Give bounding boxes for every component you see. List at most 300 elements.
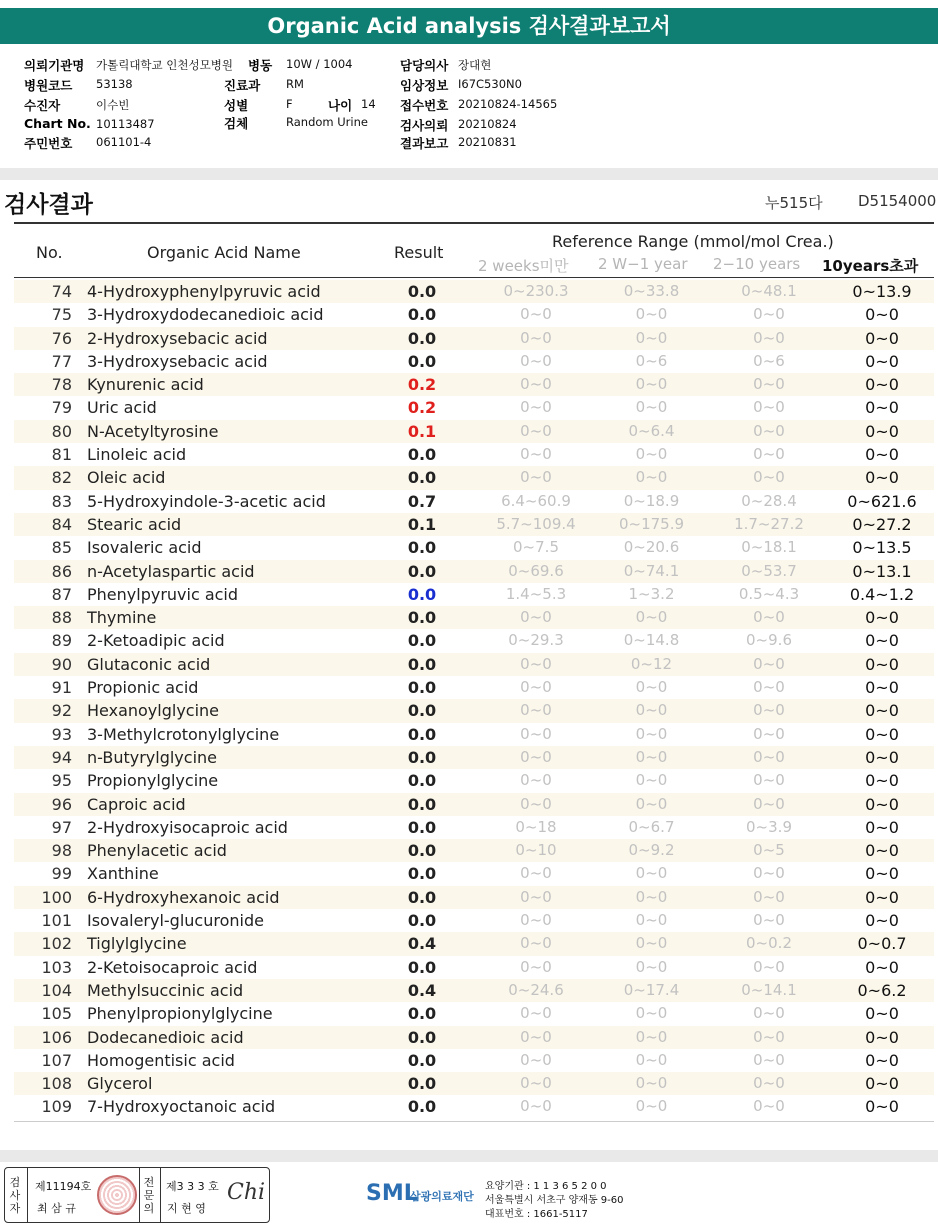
result-value: 0.0 — [407, 771, 437, 791]
range-10years: 0~0 — [753, 398, 785, 417]
result-value: 0.0 — [407, 654, 437, 674]
range-10years: 0~48.1 — [741, 282, 797, 300]
result-value: 0.0 — [407, 468, 437, 488]
table-row — [14, 909, 934, 932]
result-value: 0.0 — [407, 328, 437, 348]
row-number: 108 — [41, 1074, 72, 1094]
doctor-value: 장대현 — [458, 58, 492, 72]
range-2weeks: 0~0 — [520, 1050, 552, 1069]
clinical-value: I67C530N0 — [458, 77, 522, 91]
range-10years: 0~0 — [753, 1027, 785, 1046]
range-10years: 0~0 — [753, 957, 785, 976]
result-value: 0.0 — [407, 887, 437, 907]
accession-label: 접수번호 — [400, 98, 449, 113]
row-number: 87 — [51, 584, 72, 604]
acid-name: Hexanoylglycine — [87, 701, 220, 721]
acid-name: Propionic acid — [87, 678, 199, 698]
range-10years: 0~6 — [753, 351, 785, 370]
range-10years: 0~0 — [753, 1097, 785, 1116]
reviewer-name: 지 현 영 — [167, 1202, 206, 1215]
row-number: 99 — [51, 864, 72, 884]
result-value: 0.0 — [407, 1050, 437, 1070]
row-number: 76 — [51, 328, 72, 348]
range-10years: 0~0 — [753, 771, 785, 790]
acid-name: Glycerol — [87, 1074, 153, 1094]
range-2weeks: 0~0 — [520, 957, 552, 976]
acid-name: Kynurenic acid — [87, 375, 204, 395]
row-number: 106 — [41, 1027, 72, 1047]
specimen-label: 검체 — [224, 116, 249, 131]
header-rule-bottom — [14, 277, 934, 278]
row-number: 90 — [51, 654, 72, 674]
range-over10: 0~0 — [865, 1097, 899, 1117]
range-over10: 0~0 — [865, 701, 899, 721]
result-value: 0.0 — [407, 1027, 437, 1047]
acid-name: Linoleic acid — [87, 445, 187, 465]
range-1year: 0~0 — [635, 887, 668, 906]
range-10years: 0~0 — [753, 1050, 785, 1069]
row-number: 79 — [51, 398, 72, 418]
table-row — [14, 1002, 934, 1025]
table-row — [14, 303, 934, 326]
range-over10: 0~0 — [865, 887, 899, 907]
row-number: 109 — [41, 1097, 72, 1117]
range-2weeks: 0~0 — [520, 1004, 552, 1023]
report-title: Organic Acid analysis 검사결과보고서 — [0, 8, 938, 44]
result-value: 0.0 — [407, 1097, 437, 1117]
row-number: 91 — [51, 678, 72, 698]
request-value: 20210824 — [458, 117, 517, 131]
acid-name: 2-Hydroxysebacic acid — [87, 328, 268, 348]
acid-name: Phenylacetic acid — [87, 841, 227, 861]
range-1year: 0~0 — [635, 608, 668, 627]
reviewer-label: 전문의 — [143, 1176, 155, 1215]
table-row — [14, 606, 934, 629]
age-label: 나이 — [328, 98, 353, 113]
header-rule-top — [14, 222, 934, 224]
range-over10: 0~13.5 — [852, 538, 912, 558]
range-1year: 0~175.9 — [618, 514, 685, 533]
result-value: 0.2 — [407, 398, 437, 418]
table-row — [14, 699, 934, 722]
range-over10: 0~0 — [865, 398, 899, 418]
range-10years: 0~0 — [753, 747, 785, 766]
result-value: 0.0 — [407, 608, 437, 628]
result-value: 0.0 — [407, 282, 437, 301]
range-1year: 0~0 — [635, 911, 668, 930]
table-row — [14, 793, 934, 816]
row-number: 105 — [41, 1004, 72, 1024]
table-row — [14, 1072, 934, 1095]
row-number: 80 — [51, 421, 72, 441]
sml-logo: SML — [366, 1181, 418, 1206]
range-10years: 0~0 — [753, 1074, 785, 1093]
range-10years: 0~0 — [753, 421, 785, 440]
row-number: 92 — [51, 701, 72, 721]
table-row — [14, 746, 934, 769]
range-sub-2weeks: 2 weeks미만 — [478, 257, 569, 275]
row-number: 83 — [51, 491, 72, 511]
range-2weeks: 0~0 — [520, 701, 552, 720]
table-row — [14, 1049, 934, 1072]
range-over10: 0~0 — [865, 864, 899, 884]
range-10years: 0.5~4.3 — [738, 584, 800, 603]
range-over10: 0~0 — [865, 375, 899, 395]
range-2weeks: 1.4~5.3 — [505, 584, 567, 603]
patient-label: 수진자 — [24, 98, 61, 113]
range-1year: 0~6.7 — [628, 817, 675, 836]
range-over10: 0~0 — [865, 305, 899, 325]
range-10years: 0~0 — [753, 794, 785, 813]
range-over10: 0~0 — [865, 631, 899, 651]
range-over10: 0~621.6 — [847, 491, 917, 511]
range-over10: 0~0 — [865, 771, 899, 791]
row-number: 107 — [41, 1050, 72, 1070]
result-value: 0.0 — [407, 631, 437, 651]
acid-name: N-Acetyltyrosine — [87, 421, 219, 441]
range-1year: 0~0 — [635, 305, 668, 324]
range-over10: 0~0 — [865, 747, 899, 767]
range-1year: 0~0 — [635, 445, 668, 464]
ward-value: 10W / 1004 — [286, 57, 353, 71]
hospital-value: 가톨릭대학교 인천성모병원 — [96, 58, 233, 72]
result-value: 0.0 — [407, 305, 437, 325]
range-1year: 0~0 — [635, 747, 668, 766]
range-10years: 0~0 — [753, 678, 785, 697]
row-number: 88 — [51, 608, 72, 628]
row-number: 93 — [51, 724, 72, 744]
range-2weeks: 0~0 — [520, 1027, 552, 1046]
acid-name: Phenylpropionylglycine — [87, 1004, 273, 1024]
range-over10: 0~0 — [865, 608, 899, 628]
range-10years: 0~53.7 — [741, 561, 797, 580]
range-1year: 0~0 — [635, 1097, 668, 1116]
result-value: 0.0 — [407, 864, 437, 884]
org-address: 서울특별시 서초구 양재동 9-60 — [485, 1195, 624, 1206]
result-value: 0.0 — [407, 841, 437, 861]
result-value: 0.0 — [407, 957, 437, 977]
range-1year: 0~0 — [635, 794, 668, 813]
acid-name: Stearic acid — [87, 514, 182, 534]
result-value: 0.2 — [407, 375, 437, 395]
acid-name: Dodecanedioic acid — [87, 1027, 244, 1047]
org-phone: 대표번호 : 1661-5117 — [485, 1209, 588, 1220]
range-1year: 0~20.6 — [623, 538, 680, 557]
row-number: 89 — [51, 631, 72, 651]
table-row — [14, 653, 934, 676]
acid-name: Isovaleryl-glucuronide — [87, 911, 264, 931]
table-row — [14, 396, 934, 419]
table-row — [14, 443, 934, 466]
table-row — [14, 723, 934, 746]
specimen-value: Random Urine — [286, 115, 368, 129]
result-value: 0.0 — [407, 678, 437, 698]
result-value: 0.0 — [407, 817, 437, 837]
range-1year: 0~0 — [635, 724, 668, 743]
chart-label: Chart No. — [24, 116, 91, 131]
acid-name: n-Butyrylglycine — [87, 747, 217, 767]
range-2weeks: 6.4~60.9 — [501, 491, 571, 510]
acid-name: 3-Hydroxysebacic acid — [87, 351, 268, 371]
range-10years: 0~0 — [753, 305, 785, 324]
age-value: 14 — [361, 97, 376, 111]
acid-name: Isovaleric acid — [87, 538, 202, 558]
range-over10: 0~0 — [865, 678, 899, 698]
range-10years: 0~0 — [753, 701, 785, 720]
table-row — [14, 350, 934, 373]
range-over10: 0~13.1 — [852, 561, 912, 581]
result-value: 0.0 — [407, 724, 437, 744]
range-2weeks: 0~0 — [520, 328, 552, 347]
col-result-header: Result — [394, 243, 444, 262]
range-1year: 0~74.1 — [623, 561, 680, 580]
row-number: 75 — [51, 305, 72, 325]
range-2weeks: 0~0 — [520, 771, 552, 790]
range-over10: 0~0 — [865, 724, 899, 744]
sex-value: F — [286, 97, 293, 111]
range-1year: 0~0 — [635, 1004, 668, 1023]
range-over10: 0~0 — [865, 1074, 899, 1094]
acid-name: 2-Hydroxyisocaproic acid — [87, 817, 288, 837]
range-over10: 0~0 — [865, 654, 899, 674]
table-row — [14, 560, 934, 583]
signature: Chi — [227, 1180, 266, 1205]
range-1year: 0~6 — [635, 351, 668, 370]
table-row — [14, 490, 934, 513]
range-1year: 1~3.2 — [628, 584, 675, 603]
range-2weeks: 0~0 — [520, 1074, 552, 1093]
range-10years: 0~28.4 — [741, 491, 797, 510]
range-over10: 0~0 — [865, 468, 899, 488]
range-over10: 0~0 — [865, 957, 899, 977]
acid-name: Phenylpyruvic acid — [87, 584, 239, 604]
acid-name: Xanthine — [87, 864, 159, 884]
acid-name: Propionylglycine — [87, 771, 219, 791]
range-2weeks: 0~0 — [520, 678, 552, 697]
range-1year: 0~33.8 — [623, 282, 680, 300]
row-number: 104 — [41, 980, 72, 1000]
range-over10: 0~0 — [865, 445, 899, 465]
range-10years: 0~0 — [753, 468, 785, 487]
row-number: 81 — [51, 445, 72, 465]
range-1year: 0~0 — [635, 864, 668, 883]
range-1year: 0~0 — [635, 771, 668, 790]
org-license: 요양기관 : 1 1 3 6 5 2 0 0 — [485, 1181, 607, 1192]
col-range-header: Reference Range (mmol/mol Crea.) — [552, 232, 834, 251]
range-2weeks: 0~18 — [515, 817, 557, 836]
result-value: 0.0 — [407, 747, 437, 767]
range-1year: 0~0 — [635, 398, 668, 417]
range-2weeks: 0~0 — [520, 934, 552, 953]
range-10years: 0~0.2 — [746, 934, 792, 953]
range-2weeks: 0~0 — [520, 911, 552, 930]
row-number: 82 — [51, 468, 72, 488]
table-row — [14, 932, 934, 955]
range-1year: 0~0 — [635, 375, 668, 394]
row-number: 96 — [51, 794, 72, 814]
range-2weeks: 0~0 — [520, 794, 552, 813]
table-row — [14, 513, 934, 536]
range-1year: 0~14.8 — [623, 631, 680, 650]
result-value: 0.0 — [407, 1074, 437, 1094]
row-number: 101 — [41, 911, 72, 931]
acid-name: 6-Hydroxyhexanoic acid — [87, 887, 280, 907]
patient-info-panel — [0, 50, 938, 169]
range-1year: 0~12 — [630, 654, 673, 673]
result-value: 0.0 — [407, 561, 437, 581]
range-2weeks: 0~7.5 — [513, 538, 559, 557]
divider — [27, 1168, 28, 1222]
range-over10: 0~0 — [865, 421, 899, 441]
row-number: 100 — [41, 887, 72, 907]
table-row — [14, 373, 934, 396]
range-over10: 0~13.9 — [852, 282, 912, 301]
range-over10: 0~0 — [865, 1050, 899, 1070]
table-row — [14, 420, 934, 443]
range-1year: 0~9.2 — [628, 841, 675, 860]
result-value: 0.0 — [407, 794, 437, 814]
range-over10: 0~0.7 — [857, 934, 907, 954]
acid-name: Methylsuccinic acid — [87, 980, 244, 1000]
result-value: 0.0 — [407, 701, 437, 721]
acid-name: Glutaconic acid — [87, 654, 211, 674]
range-1year: 0~0 — [635, 957, 668, 976]
table-row — [14, 886, 934, 909]
table-row — [14, 466, 934, 489]
row-number: 86 — [51, 561, 72, 581]
doctor-label: 담당의사 — [400, 58, 449, 73]
range-sub-10years: 2−10 years — [713, 255, 801, 273]
acid-name: 2-Ketoisocaproic acid — [87, 957, 258, 977]
range-1year: 0~0 — [635, 934, 668, 953]
table-row — [14, 327, 934, 350]
range-sub-1year: 2 W−1 year — [598, 255, 688, 273]
patient-value: 이수빈 — [96, 98, 130, 112]
request-label: 검사의뢰 — [400, 118, 449, 133]
accession-value: 20210824-14565 — [458, 97, 558, 111]
section-title: 검사결과 — [4, 192, 93, 218]
range-10years: 0~5 — [753, 841, 785, 860]
chart-value: 10113487 — [96, 117, 155, 131]
range-2weeks: 0~0 — [520, 468, 552, 487]
range-over10: 0~0 — [865, 817, 899, 837]
acid-name: Caproic acid — [87, 794, 186, 814]
table-row — [14, 816, 934, 839]
hospital-label: 의뢰기관명 — [24, 58, 85, 73]
range-10years: 0~9.6 — [746, 631, 792, 650]
range-over10: 0~0 — [865, 351, 899, 371]
range-2weeks: 0~0 — [520, 421, 552, 440]
code-value: 53138 — [96, 77, 133, 91]
acid-name: n-Acetylaspartic acid — [87, 561, 255, 581]
test-code: D5154000 — [858, 192, 937, 210]
acid-name: 7-Hydroxyoctanoic acid — [87, 1097, 276, 1117]
table-row — [14, 536, 934, 559]
row-number: 97 — [51, 817, 72, 837]
row-number: 78 — [51, 375, 72, 395]
code-label: 병원코드 — [24, 78, 73, 93]
result-value: 0.7 — [407, 491, 437, 511]
insurance-code: 누515다 — [765, 194, 823, 212]
row-number: 77 — [51, 351, 72, 371]
range-1year: 0~0 — [635, 678, 668, 697]
range-10years: 0~0 — [753, 911, 785, 930]
acid-name: Uric acid — [87, 398, 157, 418]
acid-name: 2-Ketoadipic acid — [87, 631, 225, 651]
table-row — [14, 676, 934, 699]
range-2weeks: 0~0 — [520, 445, 552, 464]
range-2weeks: 0~0 — [520, 398, 552, 417]
result-value: 0.0 — [407, 911, 437, 931]
result-value: 0.0 — [407, 1004, 437, 1024]
range-sub-over10: 10years초과 — [822, 257, 919, 275]
row-number: 85 — [51, 538, 72, 558]
id-value: 061101-4 — [96, 135, 152, 149]
row-number: 103 — [41, 957, 72, 977]
acid-name: Homogentisic acid — [87, 1050, 235, 1070]
row-number: 95 — [51, 771, 72, 791]
result-value: 0.0 — [407, 445, 437, 465]
table-row — [14, 956, 934, 979]
range-over10: 0~27.2 — [852, 514, 912, 534]
col-name-header: Organic Acid Name — [147, 243, 301, 262]
range-2weeks: 0~0 — [520, 305, 552, 324]
table-row — [14, 1026, 934, 1049]
range-1year: 0~0 — [635, 1074, 668, 1093]
range-10years: 0~0 — [753, 608, 785, 627]
table-row — [14, 629, 934, 652]
acid-name: 3-Hydroxydodecanedioic acid — [87, 305, 324, 325]
result-value: 0.4 — [407, 980, 437, 1000]
range-10years: 1.7~27.2 — [734, 514, 804, 533]
range-2weeks: 0~0 — [520, 608, 552, 627]
range-1year: 0~17.4 — [623, 980, 680, 999]
range-over10: 0~0 — [865, 911, 899, 931]
range-2weeks: 0~0 — [520, 724, 552, 743]
row-number: 74 — [51, 282, 72, 301]
range-1year: 0~0 — [635, 328, 668, 347]
range-10years: 0~0 — [753, 724, 785, 743]
range-10years: 0~0 — [753, 328, 785, 347]
row-number: 84 — [51, 514, 72, 534]
results-table — [14, 280, 934, 1119]
result-value: 0.1 — [407, 421, 437, 441]
range-2weeks: 0~69.6 — [508, 561, 564, 580]
acid-name: 5-Hydroxyindole-3-acetic acid — [87, 491, 326, 511]
range-2weeks: 0~10 — [515, 841, 557, 860]
id-label: 주민번호 — [24, 136, 73, 151]
footer-band — [0, 1150, 938, 1162]
range-10years: 0~3.9 — [746, 817, 792, 836]
range-over10: 0~0 — [865, 328, 899, 348]
range-2weeks: 0~0 — [520, 864, 552, 883]
report-date-value: 20210831 — [458, 135, 517, 149]
dept-label: 진료과 — [224, 78, 261, 93]
divider-band — [0, 168, 938, 180]
range-2weeks: 0~0 — [520, 654, 552, 673]
signature-box — [4, 1167, 270, 1223]
tester-name: 최 삼 규 — [37, 1202, 76, 1215]
dept-value: RM — [286, 77, 304, 91]
range-10years: 0~18.1 — [741, 538, 797, 557]
range-2weeks: 0~0 — [520, 1097, 552, 1116]
table-row — [14, 979, 934, 1002]
acid-name: Tiglylglycine — [87, 934, 187, 954]
range-1year: 0~0 — [635, 1027, 668, 1046]
range-10years: 0~0 — [753, 445, 785, 464]
acid-name: Oleic acid — [87, 468, 166, 488]
report-date-label: 결과보고 — [400, 136, 449, 151]
